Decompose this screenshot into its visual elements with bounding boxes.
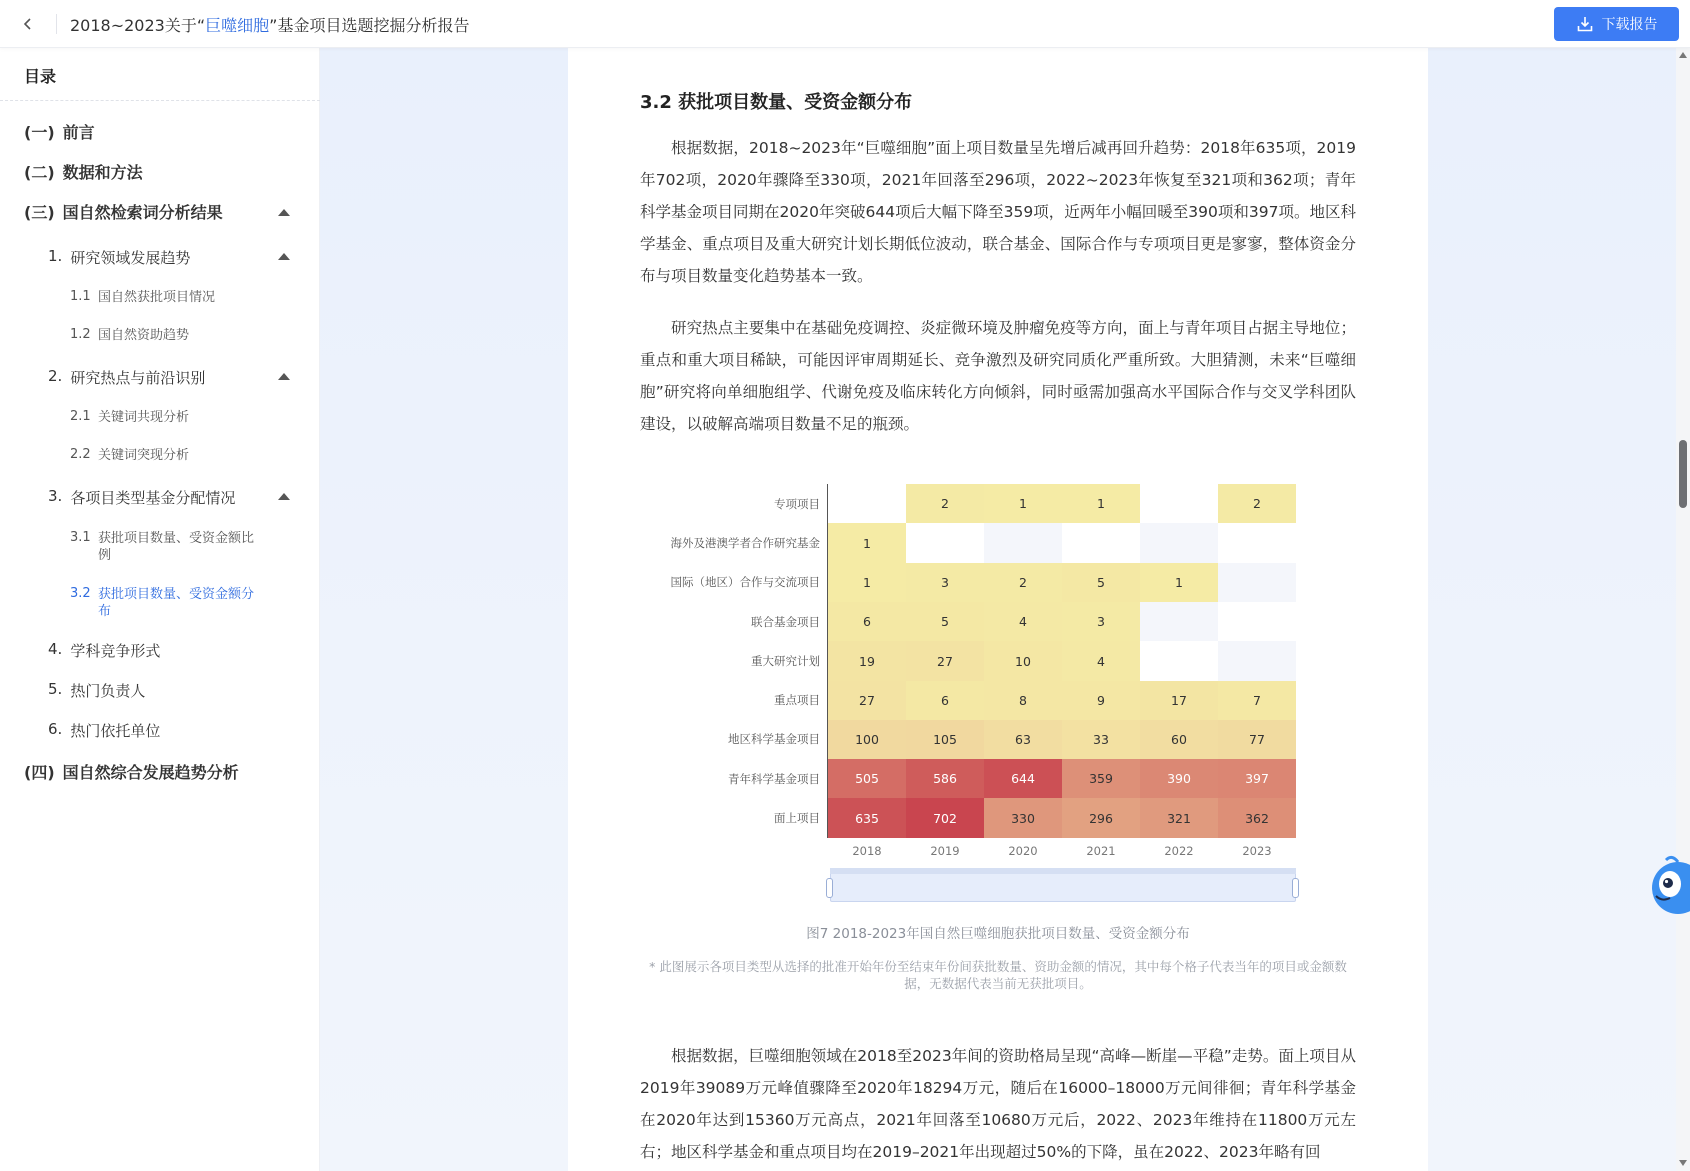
heatmap-cell[interactable]: 105 [906,720,984,760]
heatmap-y-label: 海外及港澳学者合作研究基金 [670,535,820,550]
toc-label: 获批项目数量、受资金额分布 [98,587,255,619]
heatmap-y-label: 青年科学基金项目 [728,771,820,786]
toc-num: 1.2 [70,327,91,342]
heatmap-cell[interactable] [1062,523,1140,563]
toc-label: 研究领域发展趋势 [70,249,191,267]
heatmap-cell[interactable]: 63 [984,720,1062,760]
page-scrollbar[interactable] [1676,48,1690,1171]
heatmap-cell[interactable]: 635 [828,798,906,838]
header-divider [56,14,57,34]
toc-label: 获批项目数量、受资金额比例 [98,531,255,563]
toc-item-overall-trend[interactable] [24,760,239,783]
heatmap-y-label: 国际（地区）合作与交流项目 [670,575,820,590]
collapse-hotspots-icon[interactable] [278,373,290,380]
heatmap-cell[interactable]: 4 [1062,641,1140,681]
heatmap-cell[interactable] [1140,602,1218,642]
zoom-handle-left[interactable] [826,878,833,898]
toc-item-data-methods[interactable] [24,160,143,183]
toc-num: (四) [24,763,55,782]
heatmap-cell[interactable]: 296 [1062,798,1140,838]
download-icon [1576,15,1594,33]
heatmap-cell[interactable] [1218,523,1296,563]
heatmap-cell[interactable] [1140,641,1218,681]
toc-heading: 目录 [24,67,57,86]
toc-label: 热门依托单位 [70,722,161,740]
toc-label: 数据和方法 [62,163,143,182]
heatmap-y-label: 重大研究计划 [751,653,820,668]
heatmap-x-label: 2022 [1164,843,1194,858]
heatmap-x-label: 2020 [1008,843,1038,858]
heatmap-cell[interactable]: 10 [984,641,1062,681]
toc-num: 3.1 [70,530,91,545]
heatmap-cell[interactable]: 644 [984,759,1062,799]
heatmap-cell[interactable]: 2 [984,563,1062,603]
toc-item-field-trend[interactable] [48,247,190,268]
toc-item-discipline[interactable] [48,640,160,661]
heatmap-cell[interactable]: 100 [828,720,906,760]
heatmap-cell[interactable]: 1 [984,484,1062,524]
heatmap-y-label: 面上项目 [774,811,820,826]
toc-num: 6. [48,720,63,738]
heatmap-cell[interactable]: 1 [828,563,906,603]
heatmap-cell[interactable]: 586 [906,759,984,799]
zoom-slider-top-bar [830,868,1296,874]
heatmap-cell[interactable]: 3 [906,563,984,603]
toc-item-top-institutions[interactable] [48,720,160,741]
report-content [568,48,1428,1171]
toc-num: 3. [48,487,63,505]
paragraph: 根据数据，2018~2023年“巨噬细胞”面上项目数量呈先增后减再回升趋势：2018年635项，2019年702项，2020年骤降至330项，2021年回落至296项，2022~2023年恢复至321项和362项；青年科学基金项目同期在2020年突破644项后大幅下降至359项，近两年小幅回暖至390项和397项。地区科学基金、重点项目及重大研究计划长期低位波动，联合基金、国际合作与专项项目更是寥寥，整体资金分布与项目数量变化趋势基本一致。 [640,139,1356,285]
toc-item-1-2[interactable] [70,327,258,344]
paragraph: 根据数据，巨噬细胞领域在2018至2023年间的资助格局呈现“高峰—断崖—平稳”走势。面上项目从2019年39089万元峰值骤降至2020年18294万元，随后在16000–18000万元间徘徊；青年科学基金在2020年达到15360万元高点，2021年回落至10680万元后，2022、2023年维持在11800万元左右；地区科学基金和重点项目均在2019–2021年出现超过50%的下降，虽在2022、2023年略有回 [640,1047,1356,1161]
toc-item-1-1[interactable] [70,289,258,306]
heatmap-cell[interactable]: 6 [906,681,984,721]
collapse-field-trend-icon[interactable] [278,253,290,260]
heatmap-cell[interactable] [1140,523,1218,563]
title-suffix: ”基金项目选题挖掘分析报告 [269,16,470,35]
toc-label: 国自然资助趋势 [98,328,190,343]
toc-num: (一) [24,123,55,142]
heatmap-cell[interactable]: 5 [1062,563,1140,603]
heatmap-cell[interactable]: 17 [1140,681,1218,721]
toc-item-2-1[interactable] [70,409,258,426]
heatmap-x-label: 2018 [852,843,882,858]
toc-label: 国自然获批项目情况 [98,290,216,305]
heatmap-y-label: 专项项目 [774,496,820,511]
heatmap-cell[interactable]: 390 [1140,759,1218,799]
heatmap-cell[interactable]: 3 [1062,602,1140,642]
toc-label: 学科竞争形式 [70,642,161,660]
heatmap-cell[interactable] [984,523,1062,563]
toc-label: 各项目类型基金分配情况 [70,489,236,507]
heatmap-cell[interactable]: 60 [1140,720,1218,760]
heatmap-cell[interactable]: 5 [906,602,984,642]
heatmap-cell[interactable]: 1 [1062,484,1140,524]
toc-item-fund-allocation[interactable] [48,487,235,508]
toc-label: 前言 [62,123,95,142]
heatmap-cell[interactable]: 7 [1218,681,1296,721]
scrollbar-thumb[interactable] [1679,440,1687,508]
toc-label: 关键词突现分析 [98,448,190,463]
heatmap-x-label: 2019 [930,843,960,858]
section-title: 3.2 获批项目数量、受资金额分布 [640,92,913,113]
toc-item-top-leaders[interactable] [48,680,145,701]
toc-divider [0,100,320,101]
heatmap-cell[interactable]: 321 [1140,798,1218,838]
toc-item-results[interactable] [24,200,223,223]
heatmap-cell[interactable]: 1 [1140,563,1218,603]
heatmap-cell[interactable]: 9 [1062,681,1140,721]
toc-item-3-2-active[interactable] [70,586,258,620]
toc-num: 1. [48,247,63,265]
heatmap-cell[interactable]: 1 [828,523,906,563]
collapse-fund-allocation-icon[interactable] [278,493,290,500]
heatmap-cell[interactable]: 27 [828,681,906,721]
toc-num: 2. [48,367,63,385]
toc-label: 国自然综合发展趋势分析 [62,763,239,782]
heatmap-cell[interactable] [906,523,984,563]
toc-sidebar [0,48,320,1171]
collapse-results-icon[interactable] [278,209,290,216]
toc-num: (三) [24,203,55,222]
heatmap-cell[interactable]: 359 [1062,759,1140,799]
heatmap-cell[interactable]: 397 [1218,759,1296,799]
top-bar [0,0,1690,48]
toc-item-2-2[interactable] [70,447,258,464]
figure-caption: 图7 2018-2023年国自然巨噬细胞获批项目数量、受资金额分布 [806,926,1190,942]
heatmap-cell[interactable]: 702 [906,798,984,838]
heatmap-cell[interactable] [1218,641,1296,681]
report-title [70,13,469,36]
heatmap-cell[interactable]: 6 [828,602,906,642]
toc-num: 3.2 [70,586,91,601]
toc-num: 2.1 [70,409,91,424]
toc-item-preface[interactable] [24,120,95,143]
scroll-down-icon[interactable] [1679,1160,1687,1166]
paragraph: 研究热点主要集中在基础免疫调控、炎症微环境及肿瘤免疫等方向，面上与青年项目占据主导地位；重点和重大项目稀缺，可能因评审周期延长、竞争激烈及研究同质化严重所致。大胆猜测，未来“巨噬细胞”研究将向单细胞组学、代谢免疫及临床转化方向倾斜，同时亟需加强高水平国际合作与交叉学科团队建设，以破解高端项目数量不足的瓶颈。 [640,319,1356,433]
heatmap-x-label: 2023 [1242,843,1272,858]
heatmap-cell[interactable] [828,484,906,524]
heatmap-cell[interactable]: 330 [984,798,1062,838]
download-label: 下载报告 [1601,17,1658,33]
heatmap-cell[interactable] [1218,602,1296,642]
toc-num: 4. [48,640,63,658]
heatmap-cell[interactable]: 77 [1218,720,1296,760]
toc-label: 关键词共现分析 [98,410,190,425]
toc-num: 1.1 [70,289,91,304]
heatmap-cell[interactable]: 27 [906,641,984,681]
heatmap-cell[interactable]: 505 [828,759,906,799]
download-report-button[interactable] [1554,7,1679,41]
heatmap-y-label: 联合基金项目 [751,614,820,629]
toc-label: 国自然检索词分析结果 [62,203,223,222]
toc-label: 热门负责人 [70,682,146,700]
toc-item-3-1[interactable] [70,530,258,564]
toc-num: (二) [24,163,55,182]
heatmap-cell[interactable]: 8 [984,681,1062,721]
toc-num: 5. [48,680,63,698]
zoom-handle-right[interactable] [1292,878,1299,898]
heatmap-x-label: 2021 [1086,843,1116,858]
funding-heatmap-chart [568,468,1428,908]
toc-item-hotspots[interactable] [48,367,205,388]
heatmap-cell[interactable]: 4 [984,602,1062,642]
toc-num: 2.2 [70,447,91,462]
heatmap-y-label: 地区科学基金项目 [728,732,820,747]
heatmap-cell[interactable]: 33 [1062,720,1140,760]
title-prefix: 2018~2023关于“ [70,16,206,35]
title-keyword: 巨噬细胞 [205,16,270,35]
heatmap-y-label: 重点项目 [774,693,820,708]
back-button[interactable] [14,10,42,38]
heatmap-cell[interactable] [1140,484,1218,524]
assistant-mascot-icon[interactable] [1648,852,1690,918]
toc-label: 研究热点与前沿识别 [70,369,206,387]
heatmap-cell[interactable]: 19 [828,641,906,681]
scroll-up-icon[interactable] [1679,52,1687,58]
heatmap-cell[interactable]: 2 [906,484,984,524]
heatmap-cell[interactable] [1218,563,1296,603]
heatmap-cell[interactable]: 2 [1218,484,1296,524]
heatmap-y-axis [827,484,828,838]
figure-note: * 此图展示各项目类型从选择的批准开始年份至结束年份间获批数量、资助金额的情况，其中每个格子代表当年的项目或金额数据，无数据代表当前无获批项目。 [649,959,1347,991]
heatmap-cell[interactable]: 362 [1218,798,1296,838]
chevron-left-icon [20,16,36,32]
